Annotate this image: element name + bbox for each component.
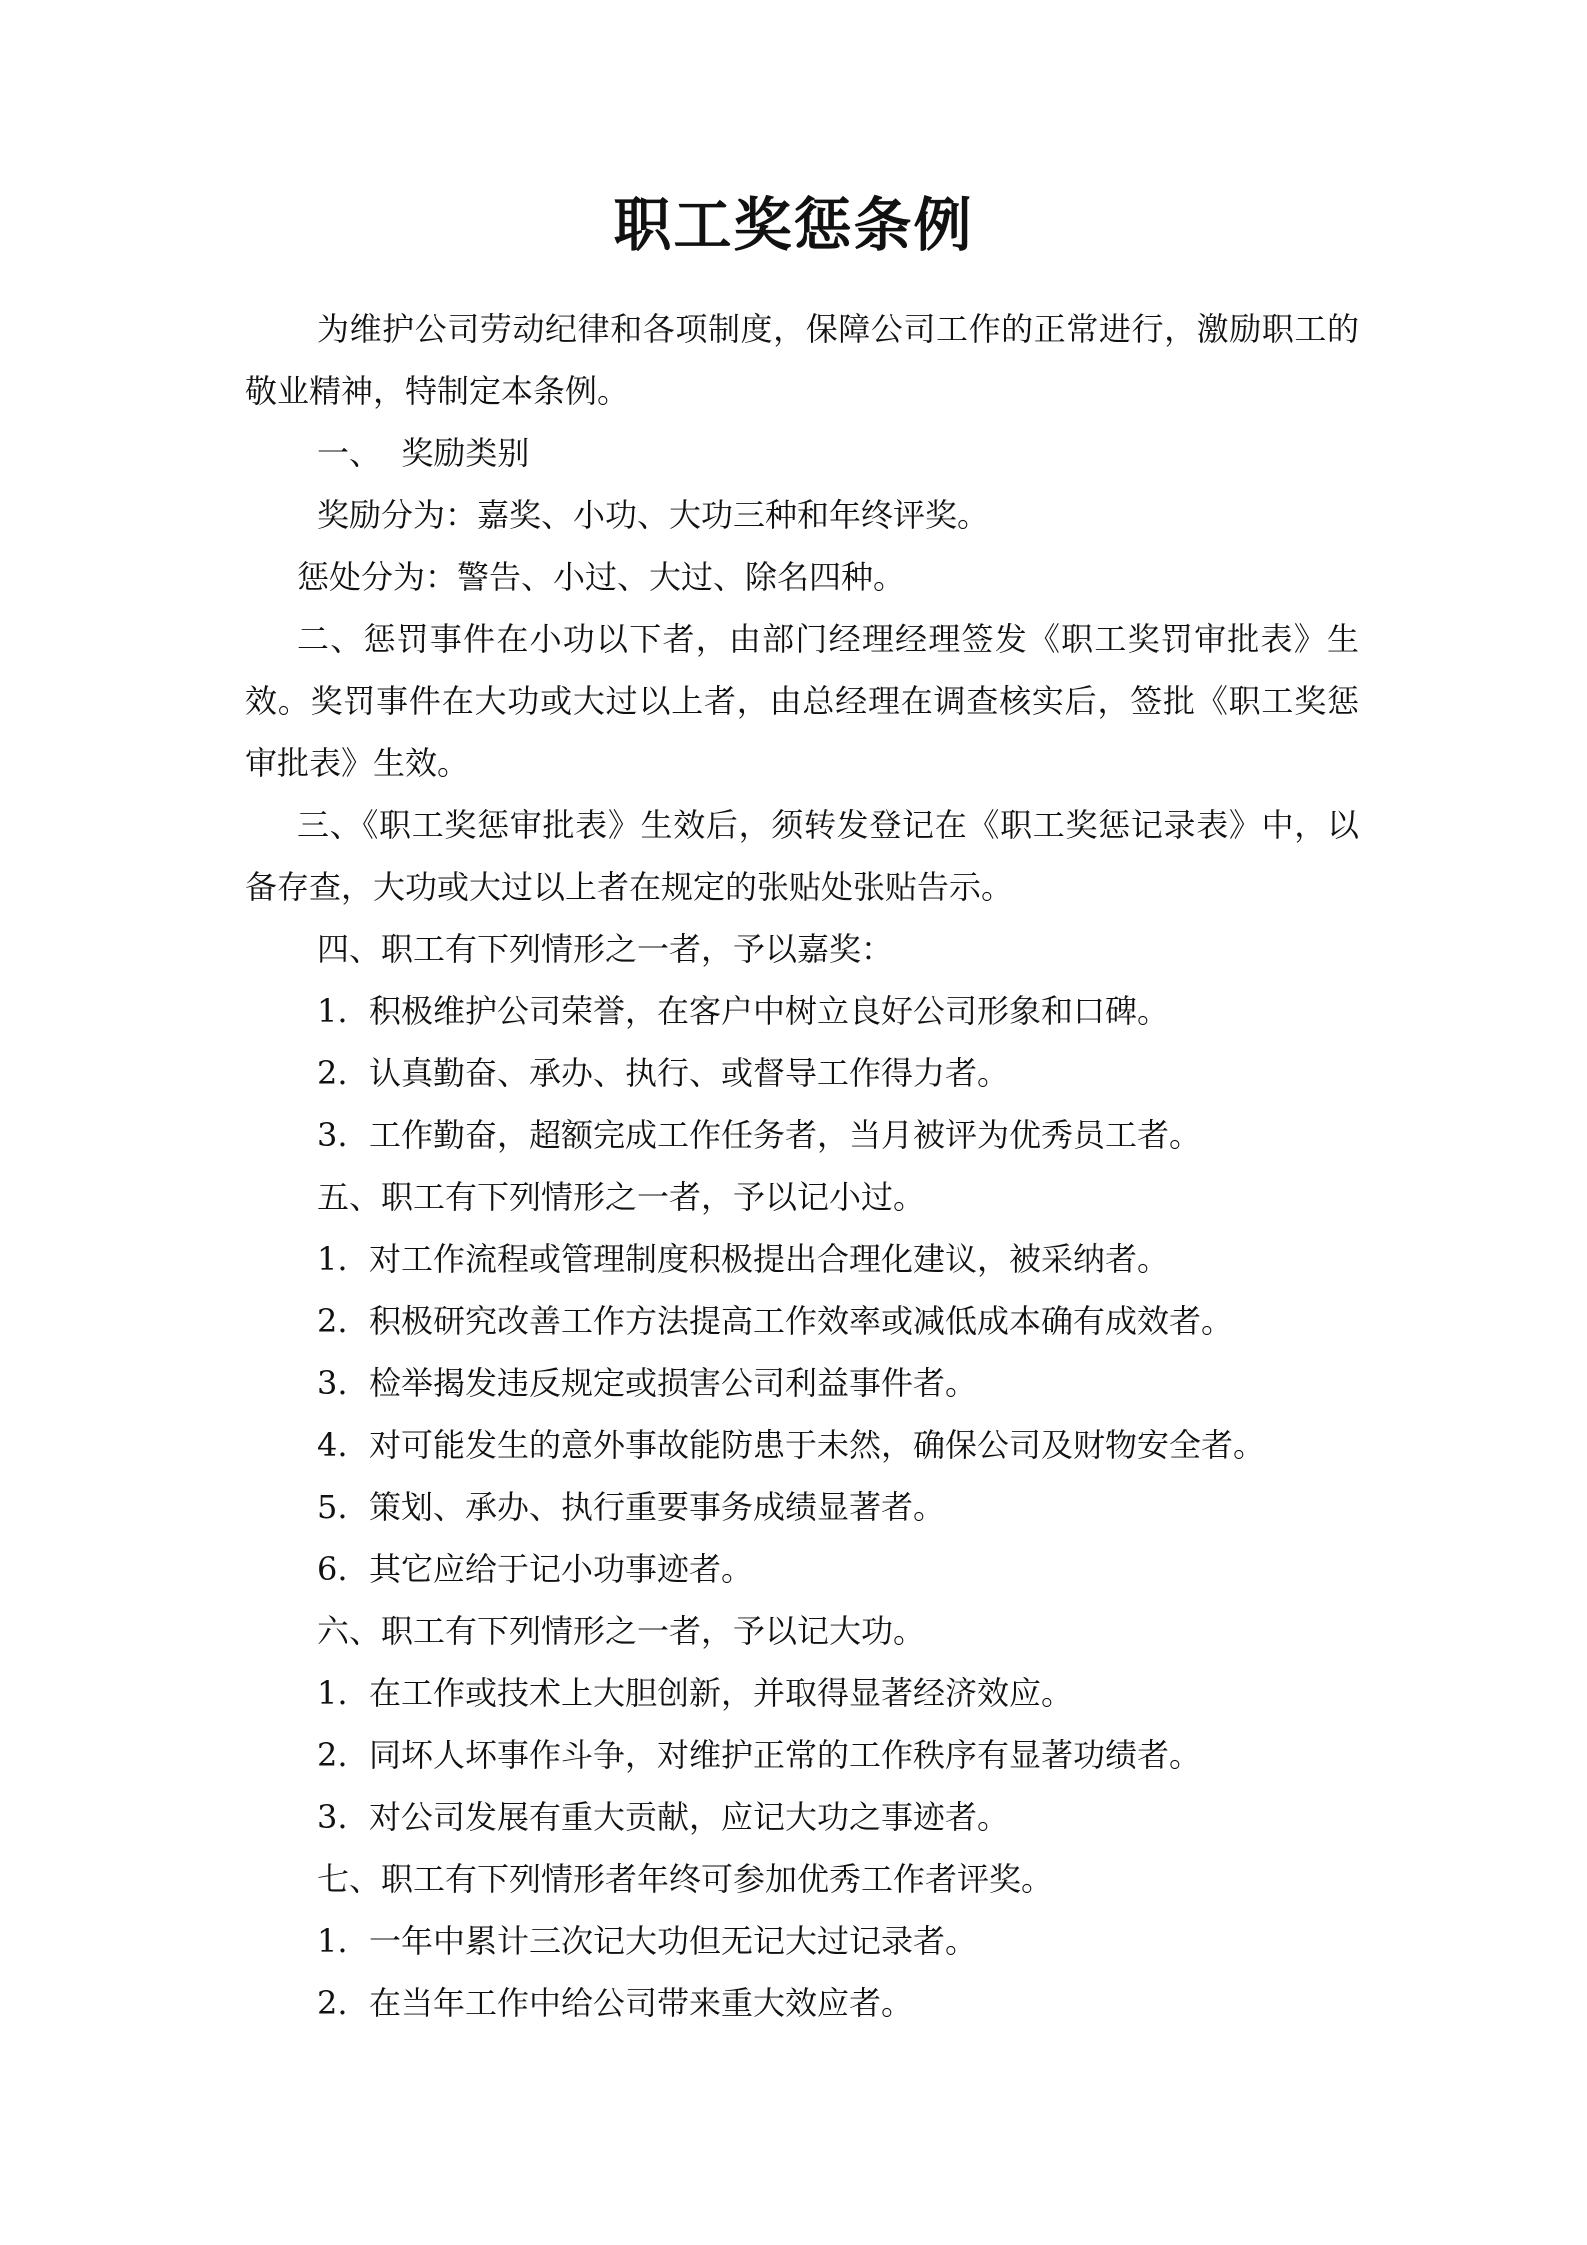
list-item <box>245 1724 1359 1786</box>
list-item-text: 在工作或技术上大胆创新，并取得显著经济效应。 <box>369 1674 1074 1712</box>
list-item-number: 1. <box>317 1922 348 1960</box>
list-item <box>245 1476 1359 1538</box>
list-item <box>245 1042 1359 1104</box>
list-item-text: 其它应给于记小功事迹者。 <box>369 1550 754 1588</box>
list-item-text: 同坏人坏事作斗争，对维护正常的工作秩序有显著功绩者。 <box>369 1736 1202 1774</box>
list-item-text: 工作勤奋，超额完成工作任务者，当月被评为优秀员工者。 <box>369 1116 1202 1154</box>
list-item-number: 4. <box>317 1426 348 1464</box>
document-title: 职工奖惩条例 <box>613 191 974 259</box>
section-1-heading: 一、 奖励类别 <box>317 434 530 472</box>
list-item-text: 对公司发展有重大贡献，应记大功之事迹者。 <box>369 1798 1010 1836</box>
section-5-list <box>245 1228 1359 1600</box>
list-item-text: 对工作流程或管理制度积极提出合理化建议，被采纳者。 <box>369 1240 1170 1278</box>
list-item-number: 2. <box>317 1302 348 1340</box>
list-item <box>245 1538 1359 1600</box>
list-item-text: 策划、承办、执行重要事务成绩显著者。 <box>369 1488 946 1526</box>
section-7-list <box>245 1910 1359 2034</box>
list-item-number: 2. <box>317 1984 348 2022</box>
section-4-heading: 四、职工有下列情形之一者，予以嘉奖： <box>317 930 894 968</box>
list-item-text: 一年中累计三次记大功但无记大过记录者。 <box>369 1922 978 1960</box>
intro-paragraph: 为维护公司劳动纪律和各项制度，保障公司工作的正常进行，激励职工的敬业精神，特制定本条例。 <box>245 310 1359 410</box>
list-item-number: 1. <box>317 1240 348 1278</box>
list-item <box>245 1414 1359 1476</box>
reward-types: 奖励分为：嘉奖、小功、大功三种和年终评奖。 <box>317 496 990 534</box>
document-body <box>245 298 1359 2034</box>
section-2-paragraph: 二、惩罚事件在小功以下者，由部门经理经理签发《职工奖罚审批表》生效。奖罚事件在大功或大过以上者，由总经理在调查核实后，签批《职工奖惩审批表》生效。 <box>245 620 1359 782</box>
list-item <box>245 1228 1359 1290</box>
list-item-number: 3. <box>317 1798 348 1836</box>
section-4-list <box>245 980 1359 1166</box>
list-item-text: 积极维护公司荣誉，在客户中树立良好公司形象和口碑。 <box>369 992 1170 1030</box>
section-5-heading: 五、职工有下列情形之一者，予以记小过。 <box>317 1178 926 1216</box>
list-item-text: 在当年工作中给公司带来重大效应者。 <box>369 1984 914 2022</box>
list-item <box>245 980 1359 1042</box>
section-6-list <box>245 1662 1359 1848</box>
list-item-text: 检举揭发违反规定或损害公司利益事件者。 <box>369 1364 978 1402</box>
list-item-number: 2. <box>317 1736 348 1774</box>
list-item-number: 1. <box>317 1674 348 1712</box>
section-3-paragraph: 三、《职工奖惩审批表》生效后，须转发登记在《职工奖惩记录表》中，以备存查，大功或大过以上者在规定的张贴处张贴告示。 <box>245 806 1359 906</box>
list-item-number: 3. <box>317 1364 348 1402</box>
list-item-text: 对可能发生的意外事故能防患于未然，确保公司及财物安全者。 <box>369 1426 1266 1464</box>
list-item <box>245 1104 1359 1166</box>
section-6-heading: 六、职工有下列情形之一者，予以记大功。 <box>317 1612 926 1650</box>
list-item-number: 2. <box>317 1054 348 1092</box>
list-item-text: 积极研究改善工作方法提高工作效率或减低成本确有成效者。 <box>369 1302 1234 1340</box>
punishment-types: 惩处分为：警告、小过、大过、除名四种。 <box>297 558 906 596</box>
list-item <box>245 1290 1359 1352</box>
list-item <box>245 1972 1359 2034</box>
list-item <box>245 1662 1359 1724</box>
list-item-number: 1. <box>317 992 348 1030</box>
list-item <box>245 1352 1359 1414</box>
section-7-heading: 七、职工有下列情形者年终可参加优秀工作者评奖。 <box>317 1860 1054 1898</box>
list-item <box>245 1786 1359 1848</box>
list-item-number: 5. <box>317 1488 348 1526</box>
list-item-number: 6. <box>317 1550 348 1588</box>
list-item-number: 3. <box>317 1116 348 1154</box>
list-item-text: 认真勤奋、承办、执行、或督导工作得力者。 <box>369 1054 1010 1092</box>
list-item <box>245 1910 1359 1972</box>
